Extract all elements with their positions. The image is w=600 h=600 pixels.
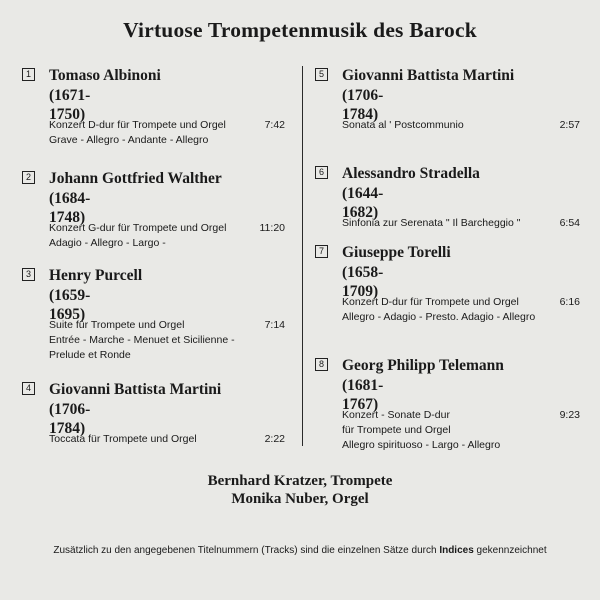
composer-name: Alessandro Stradella xyxy=(342,165,480,182)
track-duration: 9:23 xyxy=(559,409,580,421)
work-line: Sinfonia zur Serenata " Il Barcheggio " xyxy=(342,217,521,229)
track-duration: 2:22 xyxy=(264,433,285,445)
track-number-box: 2 xyxy=(22,171,35,184)
work-line: Konzert - Sonate D-dur xyxy=(342,409,450,421)
composer-name: Giuseppe Torelli xyxy=(342,244,451,261)
composer-years: (1658-1709) xyxy=(342,264,384,300)
track-duration: 6:16 xyxy=(559,296,580,308)
track-number-box: 5 xyxy=(315,68,328,81)
work-line: Konzert D-dur für Trompete und Orgel xyxy=(342,296,519,308)
track-number-box: 4 xyxy=(22,382,35,395)
work-description xyxy=(49,221,226,251)
track-duration: 6:54 xyxy=(559,217,580,229)
work-line: für Trompete und Orgel xyxy=(342,424,451,436)
composer-name: Giovanni Battista Martini xyxy=(342,67,515,84)
track-duration: 7:42 xyxy=(264,119,285,131)
track-duration: 7:14 xyxy=(264,319,285,331)
footnote xyxy=(0,545,600,556)
work-line: Entrée - Marche - Menuet et Sicilienne - xyxy=(49,334,235,346)
work-line: Allegro - Adagio - Presto. Adagio - Allegro xyxy=(342,311,536,323)
column-divider xyxy=(302,66,303,446)
track-number-box: 7 xyxy=(315,245,328,258)
work-description xyxy=(342,216,520,231)
composer-years: (1706-1784) xyxy=(49,401,91,437)
composer-years: (1659-1695) xyxy=(49,287,91,323)
composer-years: (1671-1750) xyxy=(49,87,91,123)
track-number-box: 1 xyxy=(22,68,35,81)
track-number-box: 8 xyxy=(315,358,328,371)
credit-organ: Monika Nuber, Orgel xyxy=(231,491,369,507)
track-number-box: 3 xyxy=(22,268,35,281)
composer-years: (1681-1767) xyxy=(342,377,384,413)
work-description xyxy=(49,318,235,363)
work-line: Suite für Trompete und Orgel xyxy=(49,319,185,331)
page-title: Virtuose Trompetenmusik des Barock xyxy=(123,18,477,42)
work-line: Toccata für Trompete und Orgel xyxy=(49,433,197,445)
track-duration: 2:57 xyxy=(559,119,580,131)
work-line: Grave - Allegro - Andante - Allegro xyxy=(49,134,209,146)
work-line: Adagio - Allegro - Largo - xyxy=(49,237,166,249)
work-description xyxy=(342,295,535,325)
composer-name: Georg Philipp Telemann xyxy=(342,357,504,374)
composer-years: (1644-1682) xyxy=(342,185,384,221)
track-duration: 11:20 xyxy=(259,222,285,234)
composer-name: Giovanni Battista Martini xyxy=(49,381,222,398)
work-line: Sonata al ' Postcommunio xyxy=(342,119,464,131)
work-line: Konzert G-dur für Trompete und Orgel xyxy=(49,222,227,234)
work-line: Konzert D-dur für Trompete und Orgel xyxy=(49,119,226,131)
work-line: Allegro spirituoso - Largo - Allegro xyxy=(342,439,501,451)
composer-name: Henry Purcell xyxy=(49,267,143,284)
composer-years: (1684-1748) xyxy=(49,190,91,226)
composer-years: (1706-1784) xyxy=(342,87,384,123)
footnote-text-end: gekennzeichnet xyxy=(473,545,547,556)
footnote-text: Zusätzlich zu den angegebenen Titelnummern (Tracks) sind die einzelnen Sätze durch xyxy=(53,545,440,556)
work-description xyxy=(49,432,197,447)
performer-credits xyxy=(0,472,600,508)
footnote-bold: Indices xyxy=(439,545,474,556)
track-number-box: 6 xyxy=(315,166,328,179)
work-description xyxy=(49,118,226,148)
composer-name: Tomaso Albinoni xyxy=(49,67,161,84)
work-description xyxy=(342,408,500,453)
credit-trumpet: Bernhard Kratzer, Trompete xyxy=(207,473,393,489)
work-description xyxy=(342,118,464,133)
composer-name: Johann Gottfried Walther xyxy=(49,170,222,187)
work-line: Prelude et Ronde xyxy=(49,349,131,361)
